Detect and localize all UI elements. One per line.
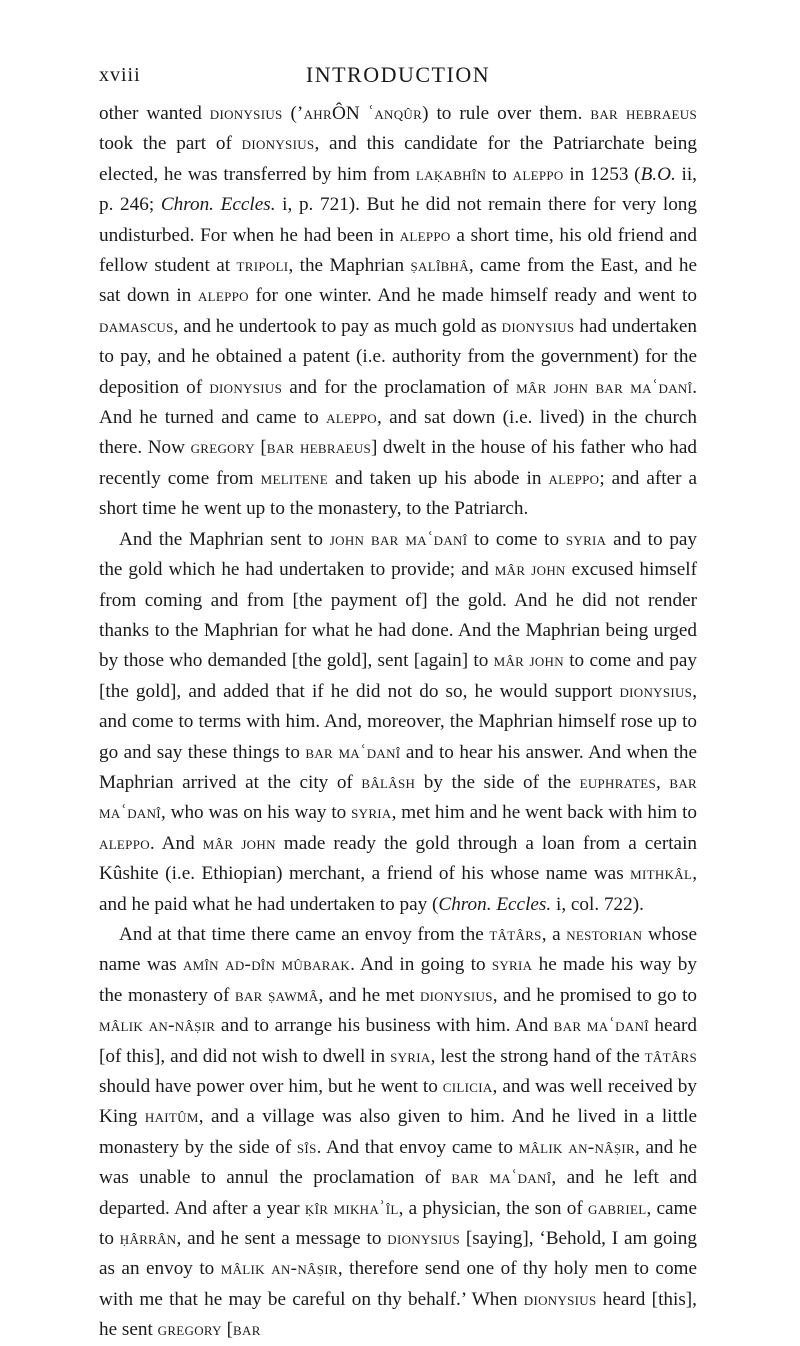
body-text bbox=[99, 99, 697, 1346]
paragraph-2: And the Maphrian sent to john bar maʿdanî to come to syria and to pay the gold which he had undertaken to provide; and mâr john excused himself from coming and from [the payment of] the gold. And he did not render thanks to the Maphrian for what he had done. And the Maphrian being urged by those who demanded [the gold], sent [again] to mâr john to come and pay [the gold], and added that if he did not do so, he would support dionysius, and come to terms with him. And, moreover, the Maphrian himself rose up to go and say these things to bar maʿdanî and to hear his answer. And when the Maphrian arrived at the city of bâlâsh by the side of the euphrates, bar maʿdanî, who was on his way to syria, met him and he went back with him to aleppo. And mâr john made ready the gold through a loan from a certain Kûshite (i.e. Ethiopian) merchant, a friend of his whose name was mithkâl, and he paid what he had undertaken to pay (Chron. Eccles. i, col. 722). bbox=[99, 528, 698, 915]
running-head bbox=[99, 58, 697, 94]
running-title: INTRODUCTION bbox=[305, 62, 491, 87]
paragraph-3: And at that time there came an envoy from the tâtârs, a nestorian whose name was amîn ad-dîn mûbarak. And in going to syria he made his way by the monastery of bar ṣawmâ, and he met dionysius, and he promised to go to mâlik an-nâṣir and to arrange his business with him. And bar maʿdanî heard [of this], and did not wish to dwell in syria, lest the strong hand of the tâtârs should have power over him, but he went to cilicia, and was well received by King haitûm, and a village was also given to him. And he lived in a little monastery by the side of sîs. And that envoy came to mâlik an-nâṣir, and he was unable to annul the proclamation of bar maʿdanî, and he left and departed. And after a year ḳîr mikhaʾîl, a physician, the son of gabriel, came to ḥârrân, and he sent a message to dionysius [saying], ‘Behold, I am going as an envoy to mâlik an-nâṣir, therefore send one of thy holy men to come with me that he may be careful on thy behalf.’ When dionysius heard [this], he sent gregory [bar bbox=[99, 923, 698, 1341]
page bbox=[99, 58, 697, 1346]
paragraph-1: other wanted dionysius (’ahrÔN ʿanqûr) to rule over them. bar hebraeus took the part of dionysius, and this candidate for the Patriarchate being elected, he was transferred by him from laḳabhîn to aleppo in 1253 (B.O. ii, p. 246; Chron. Eccles. i, p. 721). But he did not remain there for very long undisturbed. For when he had been in aleppo a short time, his old friend and fellow student at tripoli, the Maphrian ṣalîbhâ, came from the East, and he sat down in aleppo for one winter. And he made himself ready and went to damascus, and he undertook to pay as much gold as dionysius had undertaken to pay, and he obtained a patent (i.e. authority from the government) for the deposition of dionysius and for the proclamation of mâr john bar maʿdanî. And he turned and came to aleppo, and sat down (i.e. lived) in the church there. Now gregory [bar hebraeus] dwelt in the house of his father who had recently come from melitene and taken up his abode in aleppo; and after a short time he went up to the monastery, to the Patriarch. bbox=[99, 103, 698, 520]
page-number: xviii bbox=[99, 64, 141, 86]
